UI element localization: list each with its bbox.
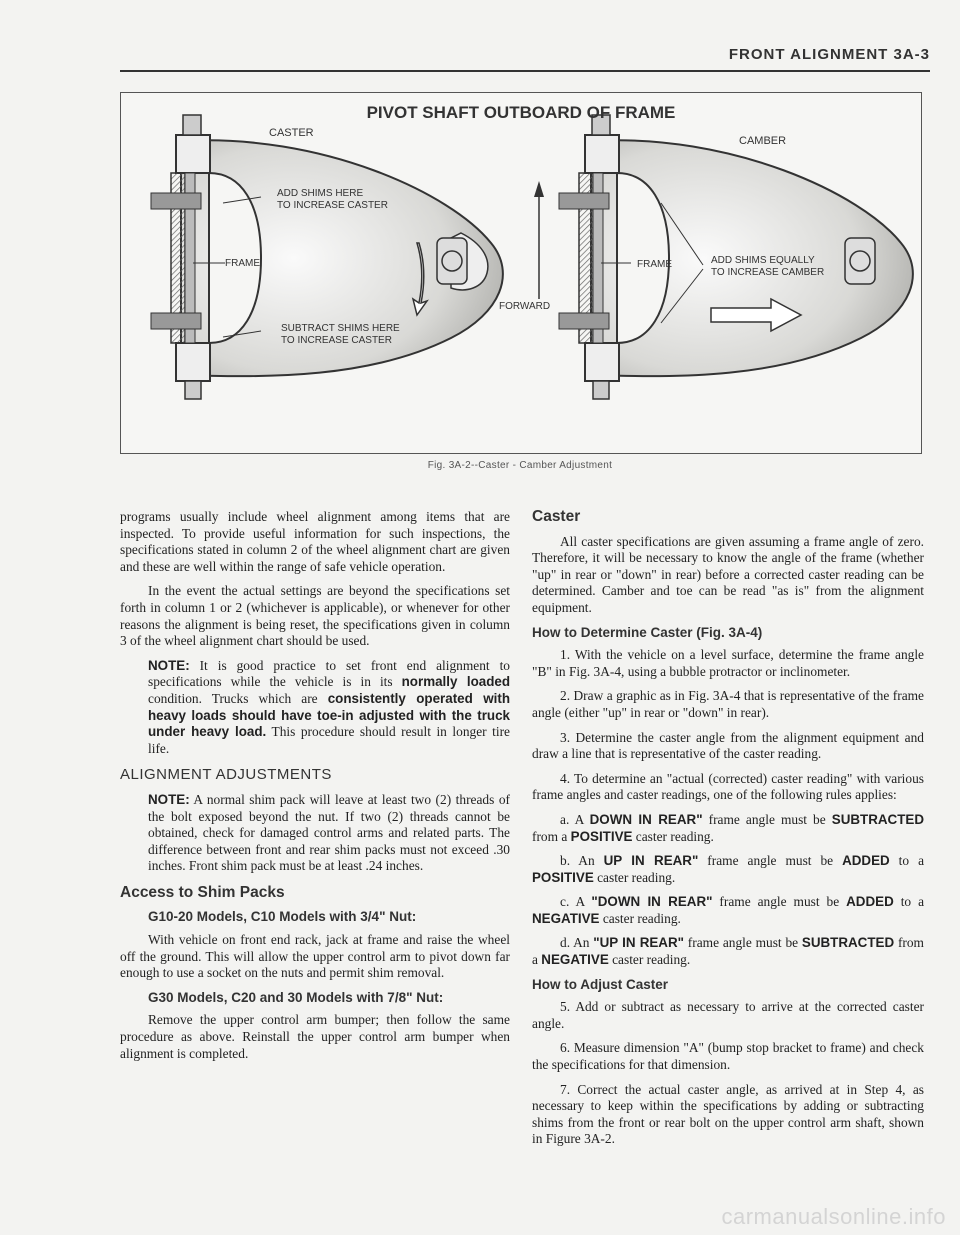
note-text: It is good practice to set front end alignment to specifications while the vehicle is in its — [148, 657, 510, 690]
add-shims-camber-line-2: TO INCREASE CAMBER — [711, 267, 825, 278]
heading-caster: Caster — [532, 508, 581, 525]
rule-emphasis: ADDED — [842, 853, 890, 869]
heading-alignment-adjustments: ALIGNMENT ADJUSTMENTS — [120, 766, 332, 784]
paragraph-g10-20: With vehicle on front end rack, jack at frame and raise the wheel off the ground. This will allow the upper control arm to pivot down far enough to use a socket on the nuts and permit shim removal. — [120, 932, 510, 981]
paragraph-event: In the event the actual settings are beyond the specifications set forth in column 1 or 2 (whichever is applicable), or whenever for other reasons the alignment is being reset, the specifications given in column 3 of the wheel alignment chart should be used. — [120, 583, 510, 649]
right-column — [532, 509, 924, 1156]
rule-text: b. An — [560, 853, 604, 869]
add-shims-caster-label — [277, 188, 388, 212]
rule-emphasis: UP IN REAR" — [603, 853, 699, 869]
subtract-shims-caster-label — [281, 323, 400, 347]
note-tag: NOTE: — [148, 791, 190, 807]
left-column — [120, 509, 510, 1070]
rule-emphasis: "DOWN IN REAR" — [591, 894, 713, 910]
caster-label: CASTER — [269, 127, 314, 139]
rule-text: from a — [532, 828, 571, 844]
step-5: 5. Add or subtract as necessary to arrive at the corrected caster angle. — [532, 999, 924, 1031]
rule-b — [532, 853, 924, 886]
rule-a — [532, 812, 924, 845]
step-6: 6. Measure dimension "A" (bump stop bracket to frame) and check the specifications for that dimension. — [532, 1040, 924, 1073]
heading-access-shim-packs: Access to Shim Packs — [120, 883, 285, 901]
forward-arrow — [534, 181, 544, 299]
forward-label: FORWARD — [499, 301, 551, 312]
rule-text: frame angle must be — [684, 935, 802, 951]
rule-emphasis: SUBTRACTED — [801, 935, 895, 951]
heading-adjust-caster: How to Adjust Caster — [532, 976, 669, 992]
figure-caption: Fig. 3A-2--Caster - Camber Adjustment — [427, 460, 613, 471]
rule-text: frame angle must be — [702, 811, 832, 827]
step-7: 7. Correct the actual caster angle, as arrived at in Step 4, as necessary to keep within the specifications by adding or subtracting shims from the front or rear bolt on the upper control arm shaft, shown in Figure 3A-2. — [532, 1081, 924, 1147]
rule-text: caster reading. — [599, 910, 681, 926]
note-text: This procedure should result in longer tire life. — [148, 724, 510, 756]
rule-text: caster reading. — [632, 828, 714, 844]
heading-g30-models: G30 Models, C20 and 30 Models with 7/8" Nut: — [148, 989, 444, 1005]
add-shims-camber-label — [711, 255, 824, 279]
note-shim-pack — [120, 792, 510, 875]
note-emphasis: normally loaded — [401, 674, 510, 690]
rule-text: frame angle must be — [698, 853, 843, 869]
rule-text: caster reading. — [593, 869, 676, 885]
rule-emphasis: NEGATIVE — [532, 910, 600, 926]
add-shims-caster-line-1: ADD SHIMS HERE — [277, 188, 364, 199]
rule-emphasis: POSITIVE — [532, 869, 594, 885]
frame-label-left: FRAME — [225, 258, 260, 269]
camber-label: CAMBER — [739, 135, 787, 147]
caster-arm-drawing — [151, 115, 503, 399]
step-3: 3. Determine the caster angle from the alignment equipment and draw a line that is representative of the caster reading. — [532, 729, 924, 762]
note-emphasis: consistently operated with heavy loads should have toe-in adjusted with the truck under heavy load. — [148, 690, 510, 740]
add-shims-caster-line-2: TO INCREASE CASTER — [277, 200, 388, 211]
note-tag: NOTE: — [148, 657, 190, 673]
rule-text: caster reading. — [608, 952, 691, 968]
note-text: condition. Trucks which are — [148, 690, 328, 706]
heading-determine-caster: How to Determine Caster (Fig. 3A-4) — [532, 624, 763, 640]
figure-heading: PIVOT SHAFT OUTBOARD OF FRAME — [366, 103, 676, 122]
paragraph-caster: All caster specifications are given assuming a frame angle of zero. Therefore, it will be necessary to know the angle of the frame (whether "up" in rear or "down" in rear) before a corrected caster reading can be determined. Camber and toe can be read "as is" from the alignment equipment. — [532, 533, 924, 615]
rule-emphasis: ADDED — [846, 894, 894, 910]
paragraph-g30: Remove the upper control arm bumper; then follow the same procedure as above. Reinstall the upper control arm bumper when alignment is completed. — [120, 1012, 510, 1061]
rule-emphasis: DOWN IN REAR" — [589, 811, 703, 827]
rule-emphasis: POSITIVE — [570, 828, 633, 844]
page-header-title: FRONT ALIGNMENT 3A-3 — [728, 46, 930, 63]
step-1: 1. With the vehicle on a level surface, determine the frame angle "B" in Fig. 3A-4, using a bubble protractor or inclinometer. — [532, 647, 924, 679]
rule-text: c. A — [560, 894, 592, 910]
subtract-shims-caster-line-1: SUBTRACT SHIMS HERE — [281, 323, 400, 334]
note-text: A normal shim pack will leave at least two (2) threads of the bolt exposed beyond the nut. If two (2) threads cannot be obtained, check for damaged control arms and related parts. The difference between front and rear shim packs must not exceed .30 inches. Front shim pack must be at least .24 inches. — [148, 791, 510, 874]
rule-emphasis: "UP IN REAR" — [593, 935, 684, 951]
page-header — [120, 46, 930, 72]
rule-text: d. An — [560, 935, 594, 951]
figure-caster-camber — [120, 92, 922, 454]
rule-text: to a — [893, 894, 925, 910]
rule-text: a. A — [560, 811, 590, 827]
step-2: 2. Draw a graphic as in Fig. 3A-4 that is representative of the frame angle (either "up" in rear or "down" in rear). — [532, 688, 924, 720]
rule-text: from a — [532, 935, 924, 968]
frame-label-right: FRAME — [637, 259, 672, 270]
note-loaded — [120, 658, 510, 758]
rule-emphasis: SUBTRACTED — [831, 811, 925, 827]
step-4: 4. To determine an "actual (corrected) caster reading" with various frame angles and caster readings, one of the following rules applies: — [532, 770, 924, 803]
watermark: carmanualsonline.info — [721, 1204, 946, 1229]
paragraph-programs: programs usually include wheel alignment among items that are inspected. To provide useful information for such inspections, the specifications stated in column 2 of the wheel alignment chart are given and these are well within the range of safe vehicle operation. — [120, 509, 510, 574]
subtract-shims-caster-line-2: TO INCREASE CASTER — [281, 335, 392, 346]
heading-g10-20-models: G10-20 Models, C10 Models with 3/4" Nut: — [148, 909, 417, 925]
add-shims-camber-line-1: ADD SHIMS EQUALLY — [711, 255, 815, 266]
rule-c — [532, 894, 924, 927]
rule-d — [532, 935, 924, 968]
rule-emphasis: NEGATIVE — [541, 952, 609, 968]
rule-text: frame angle must be — [712, 894, 847, 910]
rule-text: to a — [889, 853, 925, 869]
